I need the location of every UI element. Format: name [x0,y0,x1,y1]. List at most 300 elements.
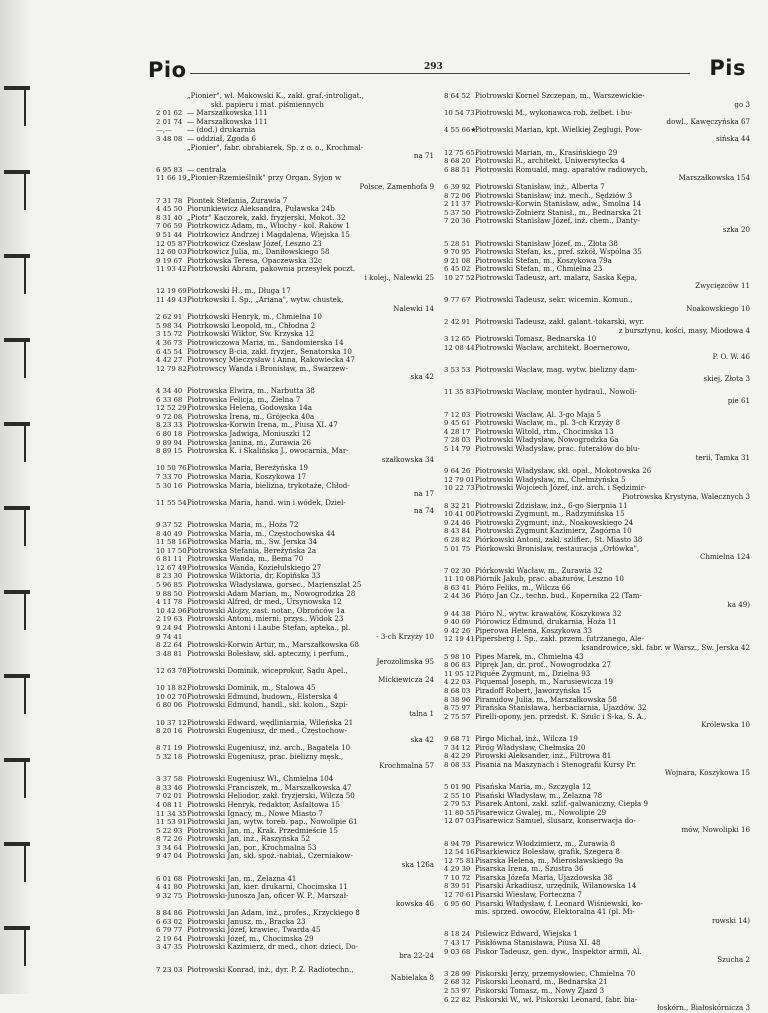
directory-entry [156,365,434,374]
phone-number: 12 75 81 [444,856,475,865]
directory-entry [444,484,750,493]
phone-number: 5 01 90 [444,782,471,791]
directory-entry [444,826,750,835]
entry-text: na 71 [413,152,434,161]
entry-text: Piskorski Tomasz, m., Nowy Zjazd 3 [475,987,605,995]
directory-entry [156,762,434,771]
phone-number [156,710,187,719]
entry-text: skł. papieru i mat. piśmiennych [211,100,324,109]
directory-entry [156,248,434,257]
entry-text: z bursztynu, kości, masy, Miodowa 4 [618,326,750,335]
phone-number: 9 72 08 [156,412,183,421]
entry-text: Piotrowski Jan, kier. drukarni, Chocimska 11 [187,883,348,892]
entry-text: Piotrowski R., architekt, Uniwersytecka 4 [475,157,626,166]
directory-entry [444,318,750,327]
directory-entry [444,575,750,584]
directory-entry [444,891,750,900]
phone-number: 6 63 02 [156,917,183,926]
phone-number [444,305,475,314]
entry-text: Pisarewicz Samuel, ślusarz, konserwacja do- [475,817,636,826]
directory-entry [444,217,750,226]
phone-number [156,736,187,745]
entry-text: Piotrowski Kornel Szczepan, m., Warszewickie- [475,92,645,100]
margin-mark [4,674,30,678]
directory-entry [156,205,434,214]
directory-entry [156,810,434,819]
entry-text: mów, Nowolipki 16 [681,825,750,834]
phone-number [444,956,475,965]
entry-text: Nabielaka 8 [390,974,434,983]
phone-number: 6 28 82 [444,535,471,544]
directory-entry [444,397,750,406]
entry-text: Pirgo Michał, inż., Wilcza 19 [475,734,578,743]
directory-entry [156,257,434,266]
directory-entry [156,447,434,456]
entry-text: Piotrowski Zygmunt, m., Radzymińska 15 [475,510,625,519]
margin-mark [4,422,30,426]
phone-number: 6 95 83 [156,165,183,174]
directory-entry [156,719,434,728]
phone-number [156,373,187,382]
margin-mark [4,86,30,90]
directory-entry [444,109,750,118]
directory-entry [444,930,750,939]
directory-entry [444,783,750,792]
phone-number: 4 11 78 [156,598,183,607]
entry-text: Piotrowska Elwira, m., Narbutta 38 [187,387,315,395]
directory-entry [156,313,434,322]
directory-entry [444,192,750,201]
directory-entry [444,857,750,866]
entry-text: Piotrowski Wacław, Al. 3-go Maja 5 [475,410,602,419]
phone-number: 6 79 77 [156,926,183,935]
entry-text: Piorunkiewicz Aleksandra, Puławska 24b [187,205,335,214]
margin-mark [24,170,26,210]
entry-text: Piotrkowicz Adam, m., Włochy - kol. Raków 1 [187,222,350,231]
phone-number [444,353,475,362]
entry-text: Piskor Tadeusz, gen. dyw., Inspektor armii, Al. [475,947,642,956]
phone-number: 8 68 20 [444,157,471,166]
phone-number: 8 75 97 [444,704,471,713]
entry-text: Chmielna 124 [699,553,750,562]
entry-text: Piramidow Julia, m., Marszałkowska 58 [475,695,617,704]
directory-entry [444,366,750,375]
entry-text: Szucha 2 [717,956,750,965]
directory-entry [444,118,750,127]
entry-text: Pisarski Arkadiusz, urzędnik, Wilanowska 14 [475,882,637,891]
entry-text: Piradoff Robert, Jaworzyńska 15 [475,687,592,695]
directory-entry [444,445,750,454]
phone-number [444,282,475,291]
phone-number: 9 68 71 [444,734,471,743]
entry-text: „Pionier", fabr. obrabiarek, Sp. z o. o., Krochmal- [187,143,364,152]
phone-number: 8 06 83 [444,661,471,670]
directory-entry [444,183,750,192]
directory-entry [156,521,434,530]
phone-number: 11 93 42 [156,265,187,274]
entry-text: Piotrowski Stanisław Józef, m., Złota 38 [475,239,618,248]
phone-number: 7 28 03 [444,436,471,445]
directory-entry [156,174,434,183]
entry-text: Pirowski Aleksander, inż., Filtrowa 81 [475,752,612,761]
margin-mark [4,506,30,510]
directory-entry [444,519,750,528]
entry-text: Piotrowski Eugeniusz Wł., Chmielna 104 [187,775,334,784]
entry-text: Piotrowska Maria, Koszykowa 17 [187,472,307,481]
directory-entry [156,852,434,861]
entry-text: Pisarkiewicz Bolesław, grafik, Szegera 8 [475,848,620,857]
directory-entry [156,935,434,944]
entry-text: Piórkowski Wacław, m., Żurawia 32 [475,566,603,575]
directory-entry [156,909,434,918]
phone-number: 2 19 63 [156,615,183,624]
directory-entry [444,510,750,519]
phone-number [156,507,187,516]
phone-number: 9 42 26 [444,626,471,635]
phone-number: 6 45 54 [156,347,183,356]
directory-entry [444,327,750,336]
directory-entry [156,598,434,607]
directory-entry [444,956,750,965]
directory-entry [444,411,750,420]
directory-entry [156,373,434,382]
phone-number: 9 19 67 [156,256,183,265]
directory-entry [444,752,750,761]
directory-entry [156,404,434,413]
entry-text: Pipręk Jan, dr. prof., Nowogrodzka 27 [475,661,611,670]
directory-entry [156,684,434,693]
phone-number: 9 47 04 [156,852,183,861]
directory-entry [156,693,434,702]
directory-entry [444,149,750,158]
entry-text: bra 22-24 [399,952,434,960]
entry-text: Piotrowski Ignacy, m., Nowe Miasto 7 [187,809,323,818]
directory-entry [156,538,434,547]
directory-entry [444,344,750,353]
entry-text: Piotrkowski H., m., Długa 17 [187,287,291,296]
entry-text: Piotrkowski I. Sp., „Ariana", wytw. chustek, [187,296,344,305]
phone-number: 2 68 32 [444,978,471,987]
directory-entry [444,282,750,291]
entry-text: Piotrowski Edmund, handl., skł. kolon., Szpi- [187,701,348,710]
directory-entry [156,753,434,762]
margin-mark [24,674,26,714]
phone-number: 5 28 51 [444,239,471,248]
phone-number [156,900,187,909]
phone-number: 8 31 40 [156,213,183,222]
margin-mark [4,926,30,930]
entry-text: Polsce, Zamenhofa 9 [359,182,434,191]
entry-text: ksandrowice, skł. fabr. w Warsz., Sw. Jerska 42 [581,644,750,653]
entry-text: Piotrowski Stefan, m., Koszykowa 79a [475,256,612,265]
phone-number: 3 47 35 [156,943,183,952]
phone-number [156,490,187,499]
directory-entry [156,775,434,784]
entry-text: — (dod.) drukarnia [187,126,256,135]
entry-text: Piotrowski Wacław, m., pl. 3-ch Krzyży 8 [475,419,620,428]
phone-number: 12 79 82 [156,364,187,373]
entry-text: Pisańska Maria, m., Szczygla 12 [475,782,591,791]
phone-number: 10 27 52 [444,273,475,282]
entry-text: Piotrowski Władysław, m., Chełmżyńska 5 [475,475,626,484]
margin-mark [4,758,30,762]
directory-entry [444,735,750,744]
phone-number: 8 63 41 [444,583,471,592]
directory-entry [156,118,434,127]
directory-entry [156,827,434,836]
phone-number: 8 64 52 [444,92,471,100]
phone-number: 4 34 40 [156,387,183,395]
phone-number: 6 39 92 [444,182,471,191]
phone-number: 9 24 94 [156,624,183,633]
directory-entry [444,761,750,770]
phone-number: 7 20 36 [444,217,471,226]
directory-entry [156,135,434,144]
directory-entry [156,222,434,231]
directory-entry [156,701,434,710]
directory-entry [156,101,434,110]
directory-entry [444,536,750,545]
phone-number [444,553,475,562]
directory-entry [444,335,750,344]
phone-number: 8 18 24 [444,930,471,939]
directory-entry [444,721,750,730]
directory-entry [156,883,434,892]
entry-text: Piotrowski Tadeusz, sekr. wicemin. Komun., [475,296,633,305]
directory-entry [156,966,434,975]
right-column [444,92,750,1013]
phone-number: 11 53 91 [156,818,187,827]
entry-text: kowska 46 [395,900,434,909]
phone-number: 8 72 26 [156,835,183,844]
entry-text: Piotrowski Konrad, inż., dyr. P. Z. Radiotechn., [187,965,354,974]
directory-entry [444,618,750,627]
phone-number [444,1004,475,1013]
entry-text: Piotrowska Stefania, Bereżyńska 2a [187,546,317,555]
directory-entry [444,274,750,283]
entry-text: Piotrowski Alfred, dr med., Ursynowska 12 [187,598,342,607]
phone-number [156,144,187,153]
directory-entry [444,848,750,857]
phone-number: 7 43 17 [444,939,471,948]
entry-text: Piotrowski Jan, m., Żelazna 41 [187,874,297,883]
entry-text: Piotrowski Stanisław Józef, inż. chem., Danty- [475,217,640,226]
entry-text: Piotrowski Jan, wytw. toreb. pap., Nowolipie 61 [187,818,358,827]
entry-text: Piotrowska Maria, m., Częstochowska 44 [187,529,336,538]
directory-entry [444,226,750,235]
phone-number: 6 45 02 [444,265,471,274]
directory-entry [156,792,434,801]
entry-text: Pisański Władysław, m., Żelazna 78 [475,791,603,800]
entry-text: Piotrowski Adam Marian, m., Nowogrodzka 28 [187,589,356,598]
directory-entry [444,567,750,576]
directory-entry [156,900,434,909]
directory-entry [156,348,434,357]
phone-number: 12 07 03 [444,817,475,826]
directory-entry [444,527,750,536]
phone-number: 9 51 44 [156,230,183,239]
phone-number: 12 60 03 [156,248,187,257]
directory-entry [444,978,750,987]
directory-entry [444,987,750,996]
directory-entry [444,388,750,397]
phone-number: 4 41 80 [156,883,183,892]
phone-number: 3 12 65 [444,335,471,344]
entry-text: Piotrowska Wanda, m., Bema 70 [187,555,304,564]
directory-entry [444,644,750,653]
phone-number: 6 33 68 [156,395,183,404]
entry-text: Piskorski Leonard, m., Bednarska 21 [475,978,608,987]
directory-entry [156,482,434,491]
directory-entry [444,157,750,166]
directory-entry [156,152,434,161]
directory-entry [156,844,434,853]
directory-entry [156,166,434,175]
directory-entry [156,296,434,305]
phone-number [444,769,475,778]
phone-number: 3 15 72 [156,330,183,339]
directory-entry [156,952,434,961]
phone-number: 5 37 50 [444,208,471,217]
entry-text: Piotrowski Eugeniusz, dr med., Częstochow- [187,727,347,736]
entry-text: „Pionier", wł. Makowski K., zakł. graf.-introligat., [187,92,365,100]
phone-number: 9 37 52 [156,520,183,529]
directory-entry [156,590,434,599]
entry-text: ska 42 [410,735,434,744]
entry-text: Wojnara, Koszykowa 15 [664,769,750,778]
phone-number: 2 44 36 [444,592,471,601]
directory-entry [444,584,750,593]
entry-text: Piotrowski Jan Adam, inż., profes., Krzyckiego 8 [187,909,360,918]
phone-number: 2 01 74 [156,117,183,126]
phone-number: 4 08 11 [156,800,183,809]
entry-text: Piotrowski Witold, rtm., Chocimska 13 [475,427,614,436]
directory-entry [156,396,434,405]
entry-text: Piotrowski Stefan, ks., pref. szkół, Wspólna 35 [475,248,642,257]
directory-entry [156,736,434,745]
phone-number: 11 35 83 [444,388,475,397]
phone-number [444,721,475,730]
entry-text: Piperowa Helena, Koszykowa 33 [475,626,593,635]
entry-text: Pipersberg I. Sp., zakł. przem. futrzanego, Ale- [475,635,644,644]
directory-entry [156,490,434,499]
directory-entry [444,493,750,502]
phone-number: 11 58 16 [156,538,187,547]
entry-text: Piotrowska Krystyna, Walecznych 3 [622,492,750,501]
entry-text: Jerozolimska 95 [376,658,434,667]
directory-entry [444,661,750,670]
phone-number: 2 42 91 [444,318,471,327]
entry-text: na 74 [413,507,434,516]
phone-number: 2 79 53 [444,800,471,809]
phone-number: 6 88 51 [444,165,471,174]
directory-entry [156,861,434,870]
phone-number: 11 55 54 [156,498,187,507]
directory-entry [444,687,750,696]
entry-text: Piotrowski Eugeniusz, inż. arch., Bagatela 10 [187,744,351,753]
entry-text: Piotrowski Wacław, monter hydraul., Nowoli- [475,388,637,397]
entry-text: - 3-ch Krzyży 10 [376,632,434,641]
directory-entry [444,678,750,687]
entry-text: Pisarska Józefa Maria, Ujazdowska 38 [475,873,613,882]
phone-number [444,917,475,926]
phone-number: 12 52 29 [156,404,187,413]
entry-text: Piotrkowski Leopold, m., Chłodna 2 [187,321,316,330]
entry-text: Pisarski Wiesław, Forteczna 7 [475,891,582,900]
directory-entry [444,670,750,679]
entry-text: Piquée Zygmunt, m., Dzielna 93 [475,669,591,678]
entry-text: Piórnik Jakub, prac. abażurów, Leszno 10 [475,575,624,584]
directory-entry [156,183,434,192]
entry-text: Pisarewicz Włodzimierz, m., Żurawia 8 [475,839,615,848]
phone-number: 11 95 12 [444,669,475,678]
phone-number [156,456,187,465]
directory-entry [156,926,434,935]
entry-text: Piotrowski Jan, m., Krak. Przedmieście 15 [187,826,338,835]
entry-text: Piotrowski Henryk, redaktor, Asfaltowa 15 [187,800,341,809]
directory-entry [444,882,750,891]
phone-number: 9 21 08 [444,256,471,265]
phone-number [444,397,475,406]
directory-entry [444,939,750,948]
entry-text: Pisania na Maszynach i Stenografii Kursy Pr. [475,760,637,769]
entry-text: Piotrowski Eugeniusz, prac. bielizny męsk., [187,752,344,761]
entry-text: Piotrowski Wojciech Józef, inż. arch. i Sędzimir- [475,484,647,493]
directory-entry [156,676,434,685]
directory-entry [444,502,750,511]
phone-number [444,118,475,127]
entry-text: Pióro N., wytw. krawatów, Koszykowa 32 [475,609,622,618]
entry-text: Piotrowscy B-cia, zakł. fryzjer., Senatorska 10 [187,347,352,356]
entry-text: Piotrowski Bolesław, skł. apteczny, i perfum., [187,649,349,658]
directory-page [126,56,760,1013]
phone-number: 3 37 58 [156,775,183,784]
entry-text: Piskłówna Stanisława, Piusa XI. 48 [475,939,601,948]
entry-text: Piotrowski Edward, wędliniarnia, Wileńska 21 [187,718,354,727]
entry-text: Pióro Feliks, m., Wilcza 66 [475,583,571,592]
entry-text: Piotrowski Marian, kpt. Wielkiej Żeglugi, Pow- [475,126,643,135]
phone-number: 8 23 33 [156,421,183,430]
margin-mark [24,254,26,294]
directory-entry [444,174,750,183]
phone-number: 2 62 91 [156,313,183,322]
directory-entry [444,92,750,101]
phone-number: 12 79 01 [444,475,475,484]
phone-number: 3 48 81 [156,649,183,658]
directory-entry [156,499,434,508]
directory-entry [156,322,434,331]
directory-entry [156,305,434,314]
phone-number: 5 32 18 [156,752,183,761]
directory-entry [156,555,434,564]
phone-number [156,92,187,101]
entry-text: Noakowskiego 10 [686,304,750,313]
phone-number: 12 08 44 [444,344,475,353]
phone-number: 11 66 19 [156,174,187,183]
phone-number: 5 96 85 [156,581,183,590]
directory-entry [444,627,750,636]
directory-entry [444,126,750,135]
directory-entry [156,875,434,884]
phone-number: 7 34 12 [444,743,471,752]
entry-text: Piotrowski Antoni, mierni. przys., Widok 23 [187,615,344,624]
entry-text: Pisarska Helena, m., Mierosławskiego 9a [475,856,624,865]
margin-mark [4,842,30,846]
directory-entry [156,581,434,590]
margin-mark [24,422,26,462]
phone-number [444,454,475,463]
entry-text: Piotrowska Helena, Godowska 14a [187,404,312,413]
